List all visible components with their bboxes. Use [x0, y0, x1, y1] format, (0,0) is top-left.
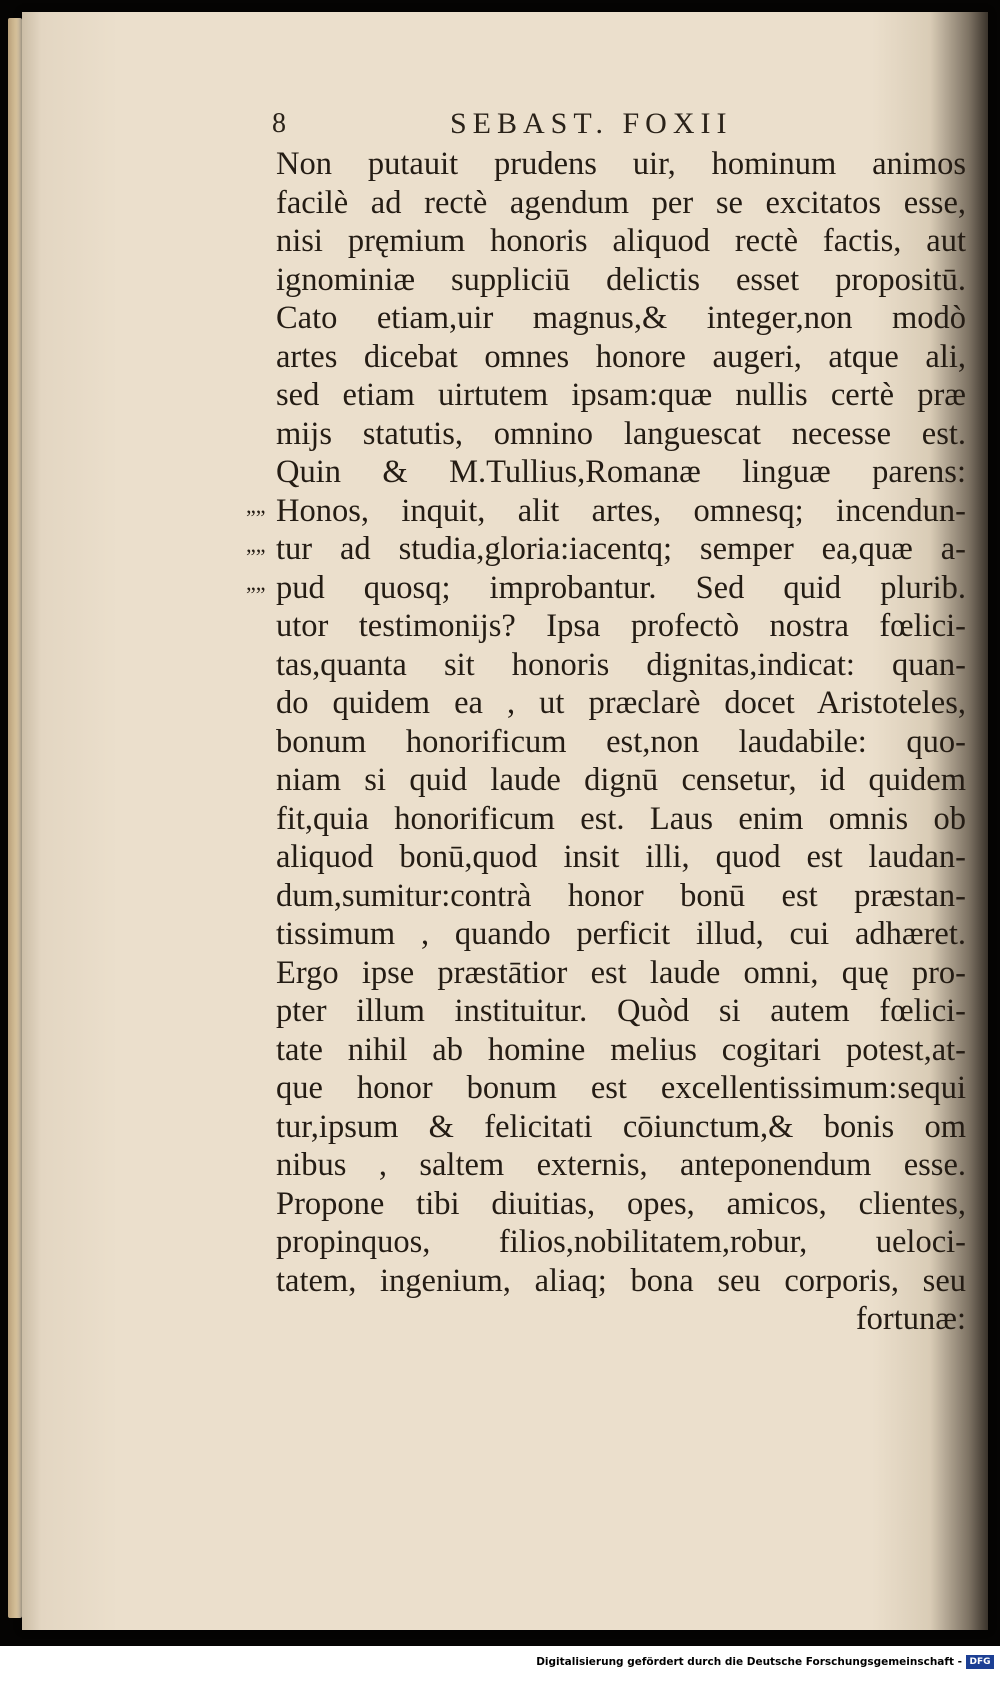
page-number: 8: [272, 108, 286, 139]
text-line: bonum honorificum est,non laudabile: quo-: [276, 723, 966, 760]
text-line: aliquod bonū,quod insit illi, quod est laudan-: [276, 839, 966, 875]
quote-mark: ””: [246, 582, 266, 607]
text-line: Ergo ipse præstātior est laude omni, quę pro-: [276, 954, 966, 991]
text-line: Non putauit prudens uir, hominum animos: [276, 146, 966, 182]
funding-credit: Digitalisierung gefördert durch die Deutsche Forschungsgemeinschaft -: [536, 1656, 962, 1668]
dfg-logo: DFG: [966, 1655, 994, 1669]
text-line: Propone tibi diuitias, opes, amicos, clientes,: [276, 1185, 966, 1222]
quote-mark: ””: [246, 505, 266, 530]
page-header: [272, 104, 792, 144]
page-edge: [8, 18, 22, 1618]
text-line: tatem, ingenium, aliaq; bona seu corporis, seu: [276, 1262, 966, 1299]
text-line: tate nihil ab homine melius cogitari potest,at-: [276, 1031, 966, 1068]
text-line: tas,quanta sit honoris dignitas,indicat: quan-: [276, 646, 966, 683]
running-head: SEBAST. FOXII: [450, 107, 733, 140]
text-line: niam si quid laude dignū censetur, id quidem: [276, 762, 966, 798]
margin-quote-marks: [246, 499, 274, 615]
text-line: tur,ipsum & felicitati cōiunctum,& bonis om: [276, 1108, 966, 1145]
text-line: Honos, inquit, alit artes, omnesq; incendun-: [276, 492, 966, 529]
catchword: fortunæ:: [855, 1301, 966, 1337]
text-line: tissimum , quando perficit illud, cui adhæret.: [276, 916, 966, 952]
text-line: Cato etiam,uir magnus,& integer,non modò: [276, 300, 966, 336]
text-line: Quin & M.Tullius,Romanæ linguæ parens:: [276, 454, 966, 490]
quote-mark: ””: [246, 543, 266, 569]
text-line: pter illum instituitur. Quòd si autem fœlici-: [276, 993, 966, 1029]
text-line: dum,sumitur:contrà honor bonū est præstan-: [276, 877, 966, 914]
text-line: propinquos, filios,nobilitatem,robur, ueloci-: [276, 1224, 966, 1260]
text-line: do quidem ea , ut præclarè docet Aristoteles,: [276, 685, 966, 721]
text-line: utor testimonijs? Ipsa profectò nostra fœlici-: [276, 608, 966, 644]
text-line: mijs statutis, omnino languescat necesse est.: [276, 415, 966, 452]
text-line: ignominiæ suppliciū delictis esset propositū.: [276, 261, 966, 298]
body-text: [276, 145, 966, 1339]
text-line: tur ad studia,gloria:iacentq; semper ea,quæ a-: [276, 531, 966, 567]
text-line: sed etiam uirtutem ipsam:quæ nullis certè præ: [276, 377, 966, 413]
text-line: fit,quia honorificum est. Laus enim omnis ob: [276, 800, 966, 837]
text-line: facilè ad rectè agendum per se excitatos esse,: [276, 184, 966, 221]
text-line: pud quosq; improbantur. Sed quid plurib.: [276, 569, 966, 606]
text-line: nibus , saltem externis, anteponendum esse.: [276, 1147, 966, 1183]
text-line: nisi pręmium honoris aliquod rectè factis, aut: [276, 223, 966, 259]
text-line: artes dicebat omnes honore augeri, atque ali,: [276, 338, 966, 375]
text-line: que honor bonum est excellentissimum:sequi: [276, 1070, 966, 1106]
footer-bar: [0, 1646, 1000, 1681]
